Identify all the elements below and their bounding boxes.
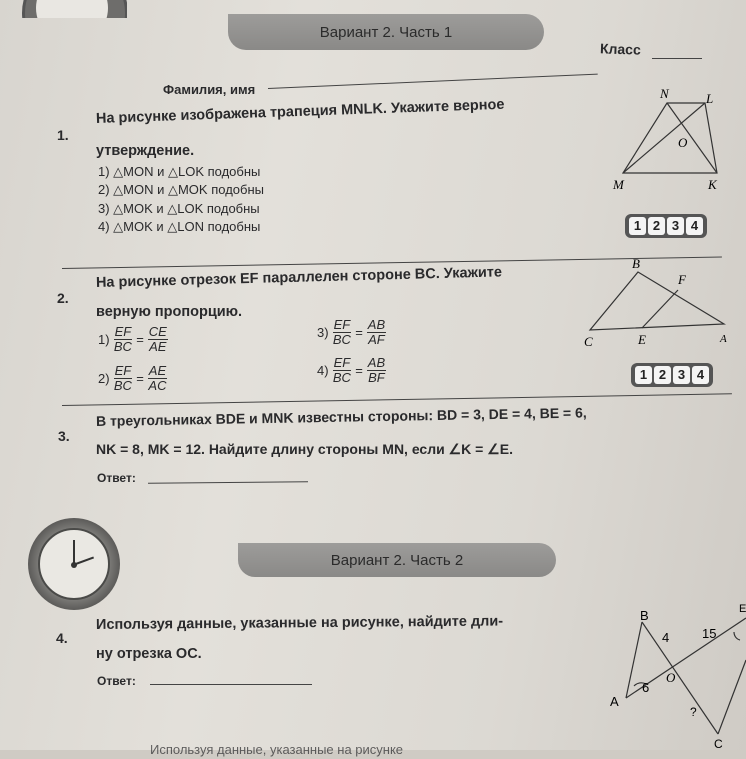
q2-option-3-left-fraction	[333, 318, 352, 347]
q2-option-4-right-fraction	[367, 356, 386, 385]
q2-o3-lden: BC	[332, 332, 351, 347]
fig2-label-E: E	[638, 332, 646, 347]
variant-part2-title: Вариант 2. Часть 2	[330, 551, 464, 569]
fig2-label-B: B	[632, 256, 640, 271]
q2-option-4-label: 4)	[317, 362, 329, 378]
q3-answer-line[interactable]	[148, 481, 308, 483]
q4-text-line2: ну отрезка OC.	[96, 646, 202, 662]
fig4-label-O: O	[666, 670, 676, 685]
q2-o4-rden: BF	[368, 370, 385, 385]
fig2-label-F: F	[678, 272, 686, 287]
q2-option-4-left-fraction	[333, 356, 352, 385]
q2-text-line2: верную пропорцию.	[96, 304, 243, 320]
fig4-label-C: C	[714, 737, 723, 750]
q2-option-2-right-fraction	[148, 364, 167, 393]
q2-option-4	[317, 356, 386, 385]
fig1-label-O: O	[678, 135, 688, 150]
q1-text-line2: утверждение.	[96, 143, 195, 159]
q2-option-2-label: 2)	[98, 370, 110, 386]
q4-answer-line[interactable]	[150, 684, 312, 685]
crossing-lines-figure	[600, 600, 746, 750]
divider-2	[62, 393, 732, 406]
q2-number: 2.	[57, 290, 69, 306]
name-line	[268, 74, 598, 89]
q2-answer-3[interactable]: 3	[673, 366, 690, 384]
q2-option-2-left-fraction	[114, 364, 133, 393]
class-line	[652, 58, 702, 59]
q2-o2-lnum: EF	[114, 363, 132, 378]
q2-o4-eq: =	[355, 362, 363, 378]
clock-icon-top	[22, 0, 127, 18]
q4-answer-label: Ответ:	[97, 674, 136, 688]
fig4-label-6: 6	[642, 680, 650, 695]
fig4-label-A: A	[610, 694, 619, 709]
variant-part1-title: Вариант 2. Часть 1	[319, 23, 453, 41]
fig1-label-M: M	[613, 177, 624, 192]
q2-option-3-right-fraction	[367, 318, 386, 347]
q2-o3-lnum: EF	[333, 317, 351, 332]
q2-o3-eq: =	[355, 324, 363, 340]
q2-answer-2[interactable]: 2	[654, 366, 671, 384]
q2-o1-lnum: EF	[114, 324, 132, 339]
q1-answer-1[interactable]: 1	[629, 217, 646, 235]
variant-part2-banner	[238, 543, 556, 577]
fig4-label-E: E	[739, 603, 746, 615]
q2-o1-rden: AE	[149, 339, 167, 354]
q1-option-3: 3) △MOK и △LOK подобны	[98, 201, 260, 216]
q2-o2-eq: =	[136, 370, 144, 386]
q1-text-line1: На рисунке изображена трапеция MNLK. Укажите верное	[95, 96, 505, 127]
q2-option-1-left-fraction	[114, 325, 133, 354]
q2-option-1	[98, 325, 168, 354]
fig4-label-q: ?	[690, 705, 697, 719]
q1-option-2: 2) △MON и △MOK подобны	[98, 182, 264, 197]
name-label: Фамилия, имя	[163, 82, 256, 97]
fig4-label-B: B	[640, 608, 649, 623]
q2-o4-rnum: AB	[367, 355, 386, 370]
fig4-label-15: 15	[702, 626, 717, 641]
q1-option-1: 1) △MON и △LOK подобны	[98, 164, 261, 179]
q2-o4-lden: BC	[332, 370, 351, 385]
q5-partial-text: Используя данные, указанные на рисунке	[150, 742, 404, 757]
fig2-label-C: C	[584, 334, 593, 349]
q1-answer-4[interactable]: 4	[686, 217, 703, 235]
q2-text-line1: На рисунке отрезок EF параллелен стороне BC. Укажите	[95, 264, 503, 291]
q2-o1-lden: BC	[113, 339, 132, 354]
q1-option-4: 4) △MOK и △LON подобны	[98, 219, 261, 234]
q3-answer-label: Ответ:	[97, 471, 136, 485]
fig2-label-A: A	[720, 333, 727, 345]
q2-o4-lnum: EF	[333, 355, 351, 370]
fig1-label-K: K	[708, 177, 717, 192]
q2-o2-lden: BC	[113, 378, 132, 393]
q3-number: 3.	[58, 428, 70, 444]
q1-number: 1.	[57, 127, 69, 143]
clock-icon	[28, 518, 120, 610]
q3-text-line2: NK = 8, MK = 12. Найдите длину стороны MN, если ∠K = ∠E.	[96, 441, 514, 457]
q2-o3-rden: AF	[368, 332, 385, 347]
q2-o1-rnum: CE	[148, 324, 167, 339]
trapezoid-figure	[605, 85, 725, 195]
q2-answer-boxes	[631, 363, 713, 387]
q4-number: 4.	[56, 630, 68, 646]
class-label: Класс	[599, 40, 642, 58]
q4-text-line1: Используя данные, указанные на рисунке, найдите дли-	[95, 613, 504, 633]
fig1-label-L: L	[706, 91, 714, 106]
variant-part1-banner	[228, 14, 544, 50]
fig4-label-4: 4	[662, 630, 670, 645]
q1-answer-3[interactable]: 3	[667, 217, 684, 235]
q2-option-3	[317, 318, 386, 347]
q2-option-3-label: 3)	[317, 324, 329, 340]
q2-o2-rden: AC	[148, 378, 167, 393]
triangle-ef-bc-figure	[580, 252, 740, 352]
q2-o1-eq: =	[136, 331, 144, 347]
fig1-label-N: N	[660, 86, 669, 101]
q2-answer-4[interactable]: 4	[692, 366, 709, 384]
q2-option-1-label: 1)	[98, 331, 110, 347]
q2-o2-rnum: AE	[148, 363, 167, 378]
q2-o3-rnum: AB	[367, 317, 386, 332]
q2-option-2	[98, 364, 167, 393]
q2-option-1-right-fraction	[148, 325, 168, 354]
q1-answer-2[interactable]: 2	[648, 217, 665, 235]
q2-answer-1[interactable]: 1	[635, 366, 652, 384]
q1-answer-boxes	[625, 214, 707, 238]
q3-text-line1: В треугольниках BDE и MNK известны стороны: BD = 3, DE = 4, BE = 6,	[95, 404, 587, 429]
